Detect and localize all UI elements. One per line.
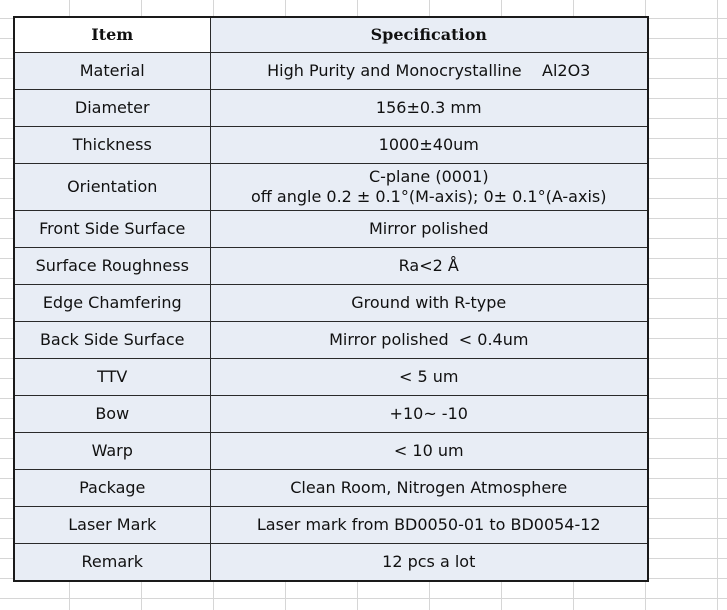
spec-cell[interactable] bbox=[210, 507, 648, 544]
header-row bbox=[14, 17, 648, 53]
table-row bbox=[14, 248, 648, 285]
spec-cell[interactable] bbox=[210, 90, 648, 127]
item-cell[interactable]: Front Side Surface bbox=[14, 211, 210, 248]
spec-cell[interactable] bbox=[210, 53, 648, 90]
item-cell[interactable]: Thickness bbox=[14, 127, 210, 164]
spec-text: < 10 um bbox=[393, 441, 464, 460]
spec-text: Mirror polished < 0.4um bbox=[329, 330, 529, 349]
table-row bbox=[14, 544, 648, 582]
item-cell[interactable]: Package bbox=[14, 470, 210, 507]
header-specification-cell[interactable]: Specification bbox=[210, 17, 648, 53]
table-row bbox=[14, 164, 648, 211]
spec-text: Laser mark from BD0050-01 to BD0054-12 bbox=[256, 515, 601, 534]
spec-text: 1000±40um bbox=[378, 135, 479, 154]
table-row bbox=[14, 396, 648, 433]
spec-cell[interactable] bbox=[210, 127, 648, 164]
spec-cell[interactable] bbox=[210, 322, 648, 359]
item-cell[interactable]: Edge Chamfering bbox=[14, 285, 210, 322]
table-row bbox=[14, 470, 648, 507]
spec-text: Ra<2 Å bbox=[398, 256, 459, 275]
item-cell[interactable]: Warp bbox=[14, 433, 210, 470]
table-row bbox=[14, 90, 648, 127]
item-cell[interactable]: Back Side Surface bbox=[14, 322, 210, 359]
item-cell[interactable]: Laser Mark bbox=[14, 507, 210, 544]
spec-cell[interactable] bbox=[210, 359, 648, 396]
item-cell[interactable]: TTV bbox=[14, 359, 210, 396]
item-cell[interactable]: Diameter bbox=[14, 90, 210, 127]
spec-cell[interactable] bbox=[210, 248, 648, 285]
spec-text: Ground with R-type bbox=[351, 293, 507, 312]
specification-table bbox=[13, 16, 649, 582]
spec-cell[interactable] bbox=[210, 433, 648, 470]
spec-cell[interactable] bbox=[210, 285, 648, 322]
spec-text: 12 pcs a lot bbox=[382, 552, 476, 571]
item-cell[interactable]: Orientation bbox=[14, 164, 210, 211]
spec-text: 156±0.3 mm bbox=[375, 98, 482, 117]
spec-text: Clean Room, Nitrogen Atmosphere bbox=[290, 478, 568, 497]
item-cell[interactable]: Surface Roughness bbox=[14, 248, 210, 285]
spec-text: C-plane (0001) bbox=[368, 167, 489, 186]
item-cell[interactable]: Bow bbox=[14, 396, 210, 433]
spec-cell[interactable] bbox=[210, 164, 648, 211]
item-cell[interactable]: Remark bbox=[14, 544, 210, 582]
spec-cell[interactable] bbox=[210, 396, 648, 433]
spec-text: < 5 um bbox=[399, 367, 459, 386]
table-row bbox=[14, 507, 648, 544]
table-row bbox=[14, 285, 648, 322]
table-row bbox=[14, 53, 648, 90]
spec-cell[interactable] bbox=[210, 470, 648, 507]
table-row bbox=[14, 433, 648, 470]
spec-text: off angle 0.2 ± 0.1°(M-axis); 0± 0.1°(A-axis) bbox=[251, 187, 607, 206]
spec-cell[interactable] bbox=[210, 211, 648, 248]
item-cell[interactable]: Material bbox=[14, 53, 210, 90]
table-row bbox=[14, 322, 648, 359]
table-row bbox=[14, 211, 648, 248]
spec-cell[interactable] bbox=[210, 544, 648, 582]
spec-text: +10~ -10 bbox=[389, 404, 468, 423]
spec-text: Mirror polished bbox=[368, 219, 489, 238]
table-row bbox=[14, 127, 648, 164]
table-row bbox=[14, 359, 648, 396]
spec-text: High Purity and Monocrystalline Al2O3 bbox=[267, 61, 591, 80]
header-item-cell[interactable]: Item bbox=[14, 17, 210, 53]
